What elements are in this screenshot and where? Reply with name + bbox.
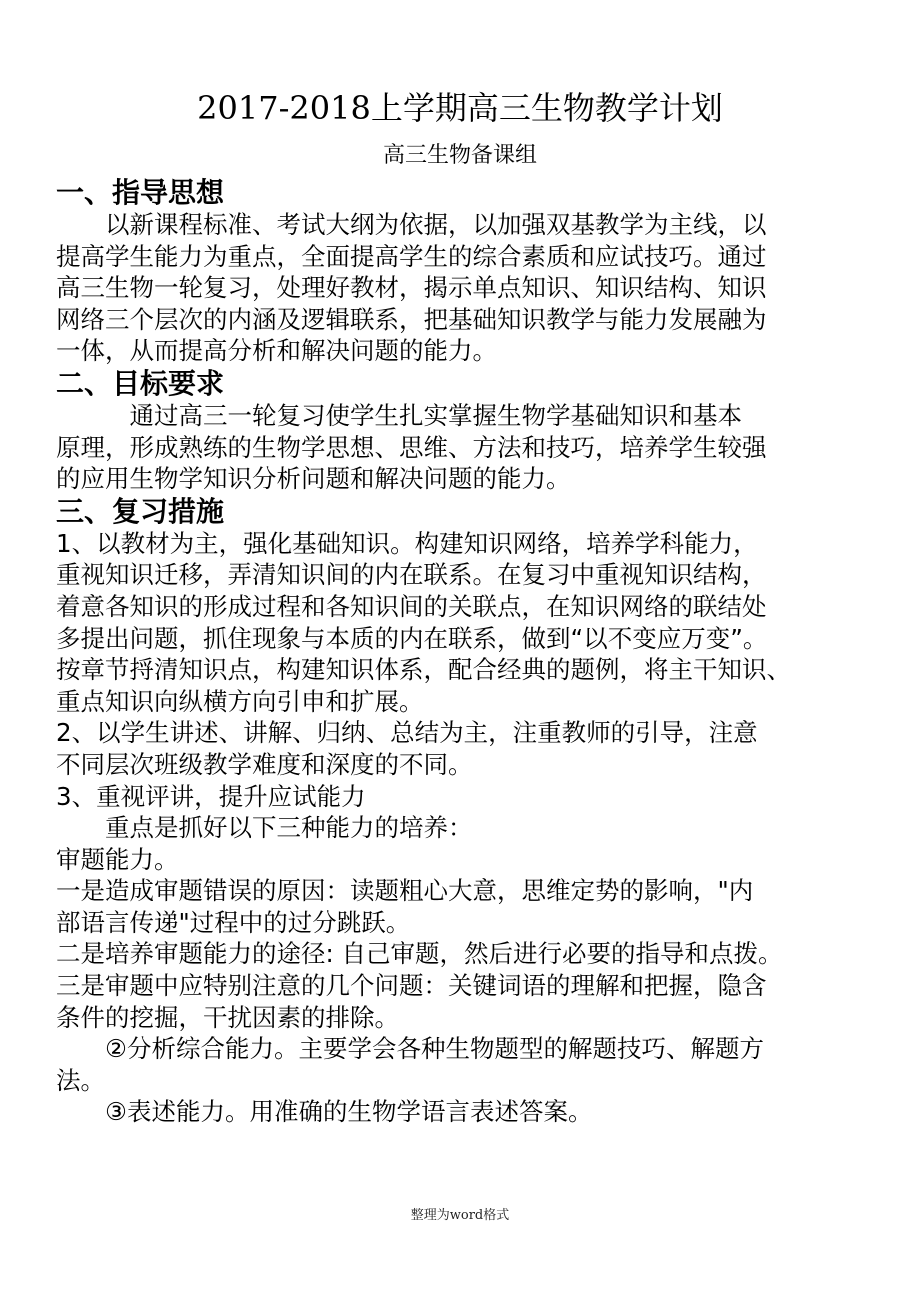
paragraph-line: 审题能力。 — [56, 844, 179, 874]
paragraph-line: 原理，形成熟练的生物学思想、思维、方法和技巧，培养学生较强 — [56, 432, 767, 462]
document-subtitle: 高三生物备课组 — [382, 143, 537, 168]
paragraph-line: 法。 — [56, 1065, 105, 1095]
paragraph-line: 条件的挖掘，干扰因素的排除。 — [56, 1002, 399, 1032]
section-heading-guiding-ideology: 一、指导思想 — [56, 176, 225, 209]
paragraph-line: 部语言传递"过程中的过分跳跃。 — [56, 907, 411, 937]
paragraph-line: 重视知识迁移，弄清知识间的内在联系。在复习中重视知识结构， — [56, 560, 767, 590]
document-body — [56, 176, 876, 1128]
paragraph-line: 按章节捋清知识点，构建知识体系，配合经典的题例，将主干知识、 — [56, 655, 791, 685]
paragraph-line: 网络三个层次的内涵及逻辑联系，把基础知识教学与能力发展融为 — [56, 304, 767, 334]
paragraph-line: 通过高三一轮复习使学生扎实掌握生物学基础知识和基本 — [56, 400, 742, 430]
document-title: 2017-2018上学期高三生物教学计划 — [197, 89, 723, 127]
section-heading-review-measures: 三、复习措施 — [56, 494, 225, 528]
paragraph-line: 以新课程标准、考试大纲为依据，以加强双基教学为主线，以 — [56, 210, 767, 239]
paragraph-line: 一体，从而提高分析和解决问题的能力。 — [56, 336, 497, 366]
page-footer: 整理为word格式 — [410, 1208, 510, 1223]
paragraph-line: 的应用生物学知识分析问题和解决问题的能力。 — [56, 464, 571, 494]
paragraph-line: 着意各知识的形成过程和各知识间的关联点，在知识网络的联结处 — [56, 591, 767, 621]
paragraph-line: 高三生物一轮复习，处理好教材，揭示单点知识、知识结构、知识 — [56, 273, 767, 303]
paragraph-line: ②分析综合能力。主要学会各种生物题型的解题技巧、解题方 — [56, 1034, 764, 1064]
paragraph-line: 重点知识向纵横方向引申和扩展。 — [56, 686, 424, 716]
paragraph-line: 一是造成审题错误的原因：读题粗心大意，思维定势的影响，"内 — [56, 876, 754, 906]
section-heading-goals: 二、目标要求 — [56, 366, 225, 400]
paragraph-line: 二是培养审题能力的途径: 自己审题，然后进行必要的指导和点拨。 — [56, 939, 783, 969]
paragraph-line: 不同层次班级教学难度和深度的不同。 — [56, 749, 473, 779]
paragraph-line: 2、以学生讲述、讲解、归纳、总结为主，注重教师的引导，注意 — [56, 718, 758, 748]
paragraph-line: 提高学生能力为重点，全面提高学生的综合素质和应试技巧。通过 — [56, 241, 767, 271]
paragraph-line: 重点是抓好以下三种能力的培养： — [56, 813, 473, 843]
paragraph-line: ③表述能力。用准确的生物学语言表述答案。 — [56, 1097, 593, 1127]
paragraph-line: 三是审题中应特别注意的几个问题：关键词语的理解和把握，隐含 — [56, 971, 767, 1001]
paragraph-line: 多提出问题，抓住现象与本质的内在联系，做到“以不变应万变”。 — [56, 623, 768, 653]
paragraph-line: 3、重视评讲，提升应试能力 — [56, 781, 366, 811]
paragraph-line: 1、以教材为主，强化基础知识。构建知识网络，培养学科能力， — [56, 528, 758, 558]
